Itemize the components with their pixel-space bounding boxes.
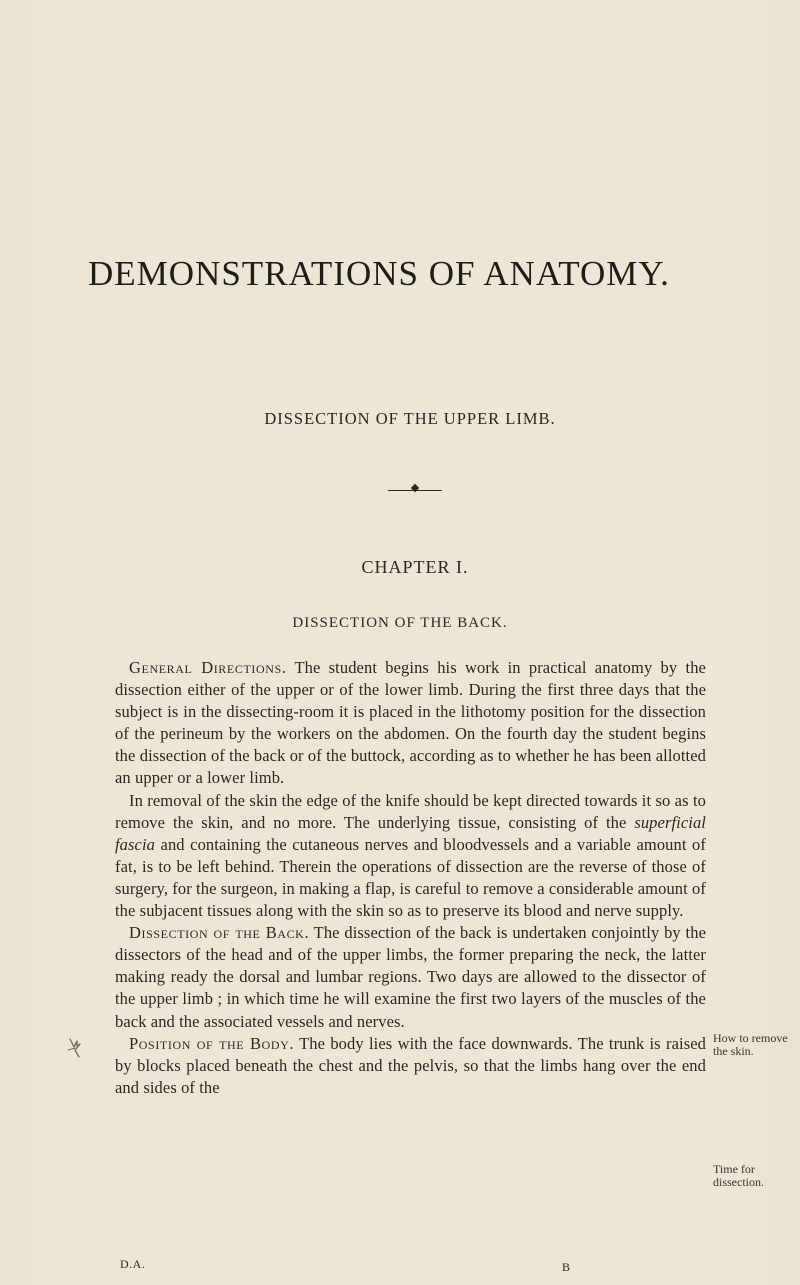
lead-dissection-of-back: Dissection of the Back. xyxy=(129,923,310,943)
paragraph-position-of-body-text: The body lies with the face downwards. The trunk is raised by blocks placed beneath the chest and the pelvis, so that the limbs hang over the end and sides of the xyxy=(115,1033,706,1097)
footer-left-marker: D.A. xyxy=(120,1257,146,1271)
footer-signature-mark: B xyxy=(562,1260,571,1274)
section-heading: DISSECTION OF THE BACK. xyxy=(292,615,508,631)
paragraph-dissection-of-back xyxy=(115,922,706,1032)
paragraph-skin-removal xyxy=(115,790,706,923)
paragraph-position-of-body xyxy=(115,1033,706,1099)
handwritten-mark-icon xyxy=(67,1038,81,1058)
paragraph-skin-removal-text-b: and containing the cutaneous nerves and bloodvessels and a variable amount of fat, is to be left behind. Therein the operations of dissection are the reverse of those of surgery, for the surgeon, in making a flap, is careful to remove a considerable amount of the subjacent tissues along with the skin so as to preserve its blood and nerve supply. xyxy=(115,834,706,921)
margin-note-remove-skin: How to remove the skin. xyxy=(713,1031,788,1058)
diamond-ornament-icon xyxy=(411,484,419,492)
lead-general-directions: General Directions. xyxy=(129,658,287,677)
margin-note-time-for-dissection: Time for dissection. xyxy=(713,1162,764,1189)
paragraph-general-directions xyxy=(115,657,706,790)
body-text xyxy=(115,657,706,1099)
chapter-heading: CHAPTER I. xyxy=(361,557,469,577)
paragraph-dissection-of-back-text: The dissection of the back is undertaken conjointly by the dissectors of the head and of the upper limbs, the former preparing the neck, the latter making ready the dorsal and lumbar regions. Two days are allowed to the dissector of the upper limb ; in which time he will examine the first two layers of the muscles of the back and the associated vessels and nerves. xyxy=(115,923,706,1031)
paragraph-skin-removal-text-a: In removal of the skin the edge of the knife should be kept directed towards it so as to remove the skin, and no more. The underlying tissue, consisting of the xyxy=(115,790,706,832)
page-title: DEMONSTRATIONS OF ANATOMY. xyxy=(88,254,670,293)
ornamental-divider xyxy=(388,484,442,496)
paragraph-general-directions-text: The student begins his work in practical anatomy by the dissection either of the upper or of the lower limb. During the first three days that the subject is in the dissecting-room it is placed in the lithotomy position for the dissection of the perineum by the workers on the abdomen. On the fourth day the student begins the dissection of the back or of the buttock, according as to whether he has been allotted an upper or a lower limb. xyxy=(115,658,706,788)
book-subtitle: DISSECTION OF THE UPPER LIMB. xyxy=(264,409,556,428)
superficial-fascia-term: superficial fascia xyxy=(115,812,706,854)
lead-position-of-body: Position of the Body. xyxy=(129,1033,295,1053)
